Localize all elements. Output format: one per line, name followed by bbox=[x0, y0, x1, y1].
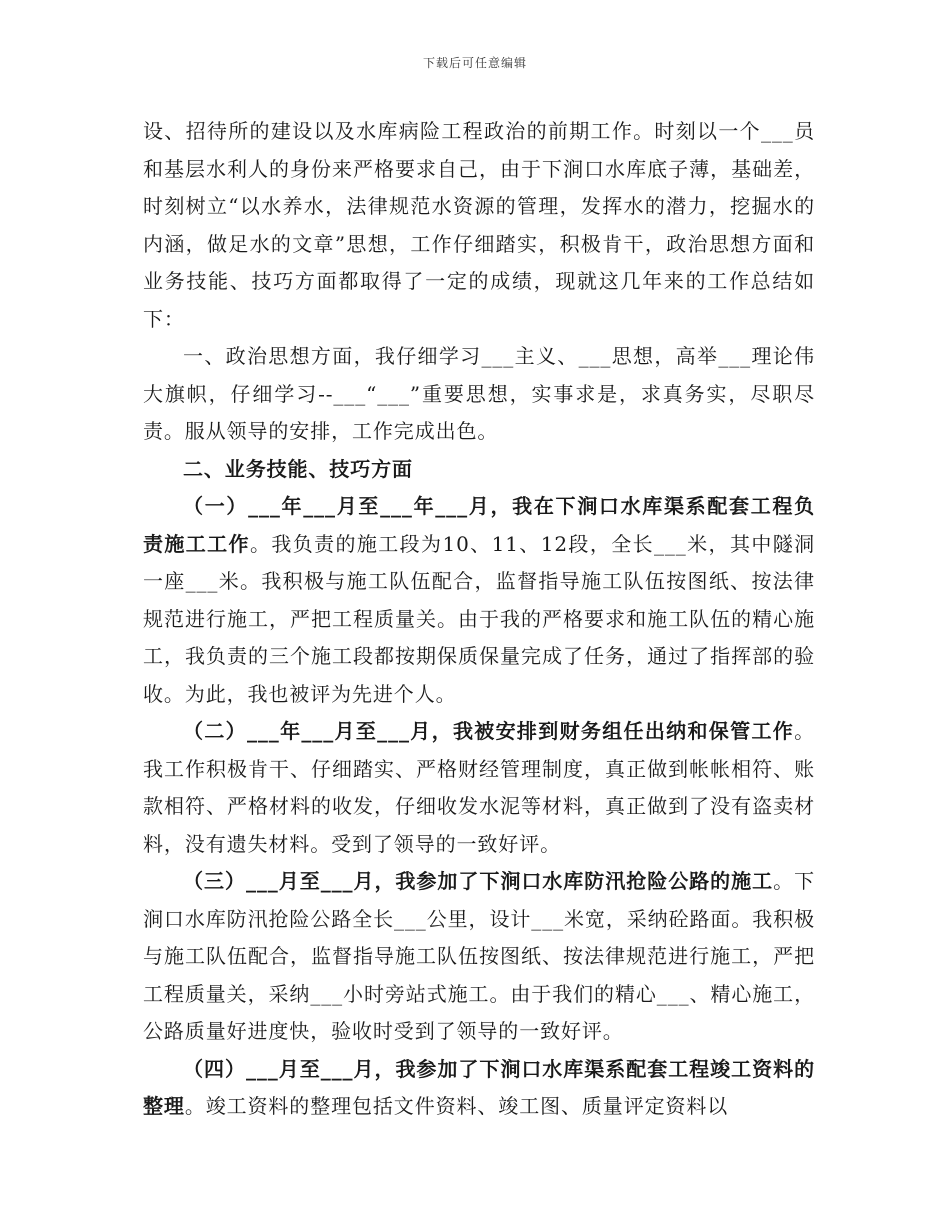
paragraph-political: 一、政治思想方面，我仔细学习___主义、___思想，高举___理论伟大旗帜，仔细学习--___“___”重要思想，实事求是，求真务实，尽职尽责。服从领导的安排，工作完成出色。 bbox=[143, 344, 815, 443]
item-1-heading: （一）___年___月至___年___月，我在下涧口水库渠系配套工程负责施工工作 bbox=[143, 494, 815, 556]
paragraph-item-3 bbox=[143, 863, 815, 1051]
item-3-heading: （三）___月至___月，我参加了下涧口水库防汛抢险公路的施工 bbox=[183, 869, 774, 893]
item-2-text: 。我工作积极肯干、仔细踏实、严格财经管理制度，真正做到帐帐相符、账款相符、严格材料的收发，仔细收发水泥等材料，真正做到了没有盗卖材料，没有遗失材料。受到了领导的一致好评。 bbox=[143, 719, 815, 856]
document-body bbox=[143, 113, 815, 1126]
item-3-text: 。下涧口水库防汛抢险公路全长___公里，设计___米宽，采纳砼路面。我积极与施工队伍配合，监督指导施工队伍按图纸、按法律规范进行施工，严把工程质量关，采纳___小时旁站式施工。由于我们的精心___、精心施工，公路质量好进度快，验收时受到了领导的一致好评。 bbox=[143, 869, 815, 1043]
paragraph-item-4 bbox=[143, 1051, 815, 1126]
section-heading-skills: 二、业务技能、技巧方面 bbox=[183, 456, 413, 481]
page-header: 下载后可任意编辑 bbox=[422, 56, 527, 70]
item-4-text: 。竣工资料的整理包括文件资料、竣工图、质量评定资料以 bbox=[184, 1094, 729, 1118]
paragraph-item-2 bbox=[143, 713, 815, 863]
item-1-text: 。我负责的施工段为10、11、12段，全长___米，其中隧洞一座___米。我积极与施工队伍配合，监督指导施工队伍按图纸、按法律规范进行施工，严把工程质量关。由于我的严格要求和施工队伍的精心施工，我负责的三个施工段都按期保质保量完成了任务，通过了指挥部的验收。为此，我也被评为先进个人。 bbox=[143, 531, 816, 706]
item-2-heading: （二）___年___月至___月，我被安排到财务组任出纳和保管工作 bbox=[183, 719, 795, 743]
paragraph-intro: 设、招待所的建设以及水库病险工程政治的前期工作。时刻以一个___员和基层水利人的身份来严格要求自己，由于下涧口水库底子薄，基础差，时刻树立“以水养水，法律规范水资源的管理，发挥水的潜力，挖掘水的内涵，做足水的文章”思想，工作仔细踏实，积极肯干，政治思想方面和业务技能、技巧方面都取得了一定的成绩，现就这几年来的工作总结如下： bbox=[143, 119, 815, 331]
item-4-heading: （四）___月至___月，我参加了下涧口水库渠系配套工程竣工资料的整理 bbox=[143, 1056, 815, 1118]
paragraph-item-1 bbox=[143, 488, 815, 713]
